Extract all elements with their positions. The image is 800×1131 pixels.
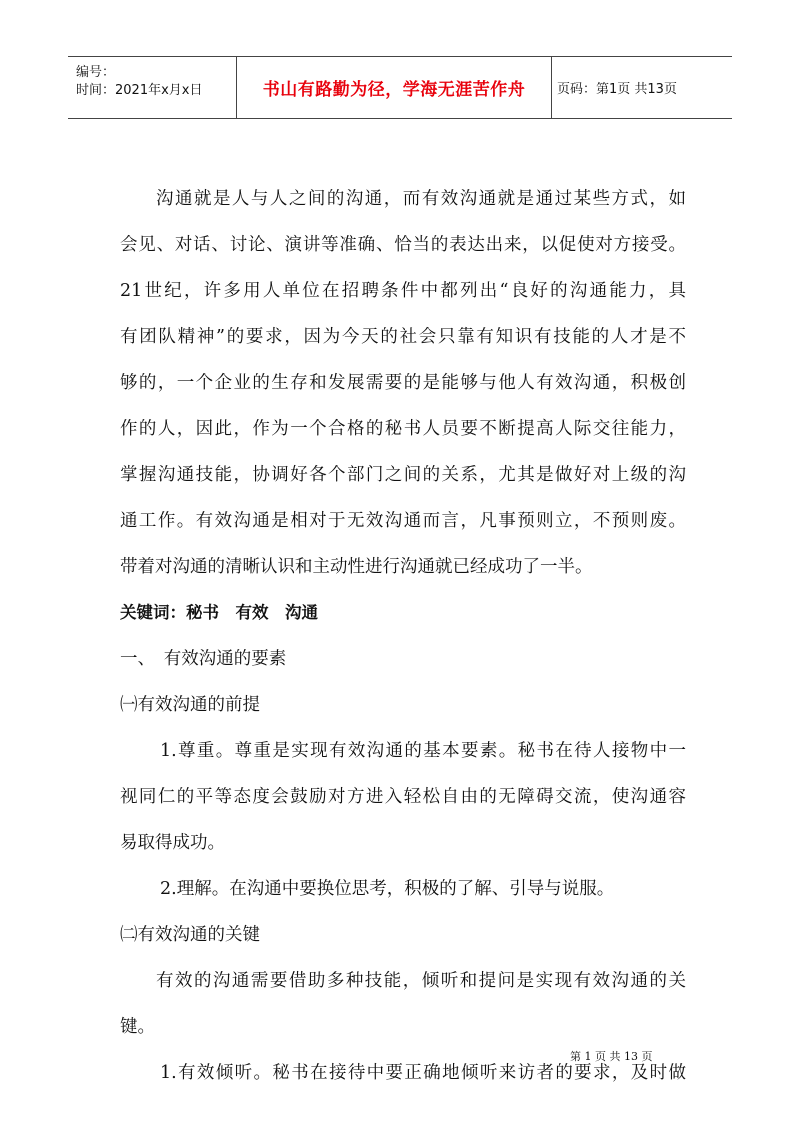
paragraph-line: 掌握沟通技能，协调好各个部门之间的关系，尤其是做好对上级的沟: [120, 465, 686, 485]
paragraph-line: 有效的沟通需要借助多种技能，倾听和提问是实现有效沟通的关: [156, 971, 686, 991]
paragraph-line: 会见、对话、讨论、演讲等准确、恰当的表达出来，以促使对方接受。: [120, 235, 686, 255]
paragraph-line: 带着对沟通的清晰认识和主动性进行沟通就已经成功了一半。: [120, 557, 593, 577]
page-footer: 第 1 页 共 13 页: [570, 1050, 653, 1063]
section-heading: 一、 有效沟通的要素: [120, 649, 287, 669]
paragraph-line: 1.尊重。尊重是实现有效沟通的基本要素。秘书在待人接物中一: [160, 741, 686, 761]
paragraph-line: 键。: [120, 1017, 155, 1037]
page-header: [68, 56, 732, 119]
paragraph-line: 2.理解。在沟通中要换位思考，积极的了解、引导与说服。: [160, 879, 615, 899]
paragraph-line: 易取得成功。: [120, 833, 225, 853]
paragraph-line: 够的，一个企业的生存和发展需要的是能够与他人有效沟通，积极创: [120, 373, 686, 393]
header-meta: [68, 57, 236, 118]
keywords-line: 关键词：秘书 有效 沟通: [120, 603, 318, 622]
subsection-heading: ㈠有效沟通的前提: [120, 695, 260, 715]
paragraph-line: 沟通就是人与人之间的沟通，而有效沟通就是通过某些方式，如: [156, 189, 686, 209]
header-motto: 书山有路勤为径，学海无涯苦作舟: [236, 57, 552, 118]
document-time-label: 时间：2021年x月x日: [76, 83, 203, 98]
header-page-info: 页码：第1页 共13页: [557, 82, 677, 97]
document-body: [120, 176, 686, 1096]
paragraph-line: 有团队精神”的要求，因为今天的社会只靠有知识有技能的人才是不: [120, 327, 686, 347]
document-number-label: 编号：: [76, 65, 116, 80]
paragraph-line: 通工作。有效沟通是相对于无效沟通而言，凡事预则立，不预则废。: [120, 511, 686, 531]
paragraph-line: 1.有效倾听。秘书在接待中要正确地倾听来访者的要求，及时做: [160, 1063, 686, 1083]
paragraph-line: 21世纪，许多用人单位在招聘条件中都列出“良好的沟通能力，具: [120, 281, 686, 301]
subsection-heading: ㈡有效沟通的关键: [120, 925, 260, 945]
paragraph-line: 作的人，因此，作为一个合格的秘书人员要不断提高人际交往能力，: [120, 419, 686, 439]
paragraph-line: 视同仁的平等态度会鼓励对方进入轻松自由的无障碍交流，使沟通容: [120, 787, 686, 807]
